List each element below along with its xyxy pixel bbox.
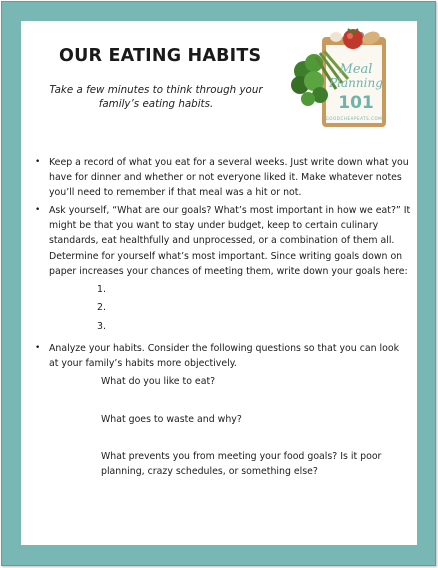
list-item <box>33 341 411 479</box>
bullet-record-text: Keep a record of what you eat for a several weeks. Just write down what you have for dinner and whether or not everyone liked it. Make whatever notes you’ll need to remember if that meal was a hit or not. <box>49 157 409 199</box>
logo-word-meal: Meal <box>339 62 373 77</box>
questions-list <box>49 374 411 478</box>
question-item: What do you like to eat? <box>101 376 216 388</box>
page-subtitle: Take a few minutes to think through your family’s eating habits. <box>49 84 263 110</box>
bullet-glyph: • <box>35 157 41 167</box>
worksheet-page <box>21 21 417 545</box>
question-item: What goes to waste and why? <box>101 413 242 425</box>
goal-line <box>49 319 411 338</box>
goal-line <box>49 282 411 301</box>
goal-line <box>49 300 411 319</box>
logo-number: 101 <box>338 93 374 113</box>
goals-list <box>49 282 411 338</box>
goal-number: 1. <box>97 283 106 295</box>
bullet-goals-text: Ask yourself, “What are our goals? What’s most important in how we eat?” It might be that you want to stay under budget, keep to certain culinary standards, eat healthfully and unprocessed, or a combination of them all. Determine for yourself what’s most important. Since writing goals down on paper increases your chances of meeting them, write down your goals here: <box>49 205 411 277</box>
greens-icon <box>291 54 328 106</box>
page-border <box>1 1 436 566</box>
garlic-icon <box>330 32 342 42</box>
bullet-glyph: • <box>35 205 41 216</box>
list-item <box>33 155 411 200</box>
question-item: What prevents you from meeting your food goals? Is it poor planning, crazy schedules, or something else? <box>101 450 382 477</box>
habits-list <box>33 155 411 479</box>
logo-site: GOODCHEAPEATS.COM <box>325 116 383 121</box>
bullet-analyze-text: Analyze your habits. Consider the following questions so that you can look at your family’s habits more objectively. <box>49 343 400 370</box>
bullet-glyph: • <box>35 343 41 354</box>
goal-number: 2. <box>97 302 106 314</box>
page-title: OUR EATING HABITS <box>59 46 262 66</box>
meal-planning-logo <box>290 23 403 133</box>
logo-word-planning: Planning <box>329 76 383 90</box>
list-item <box>33 203 411 337</box>
goal-number: 3. <box>97 320 106 332</box>
